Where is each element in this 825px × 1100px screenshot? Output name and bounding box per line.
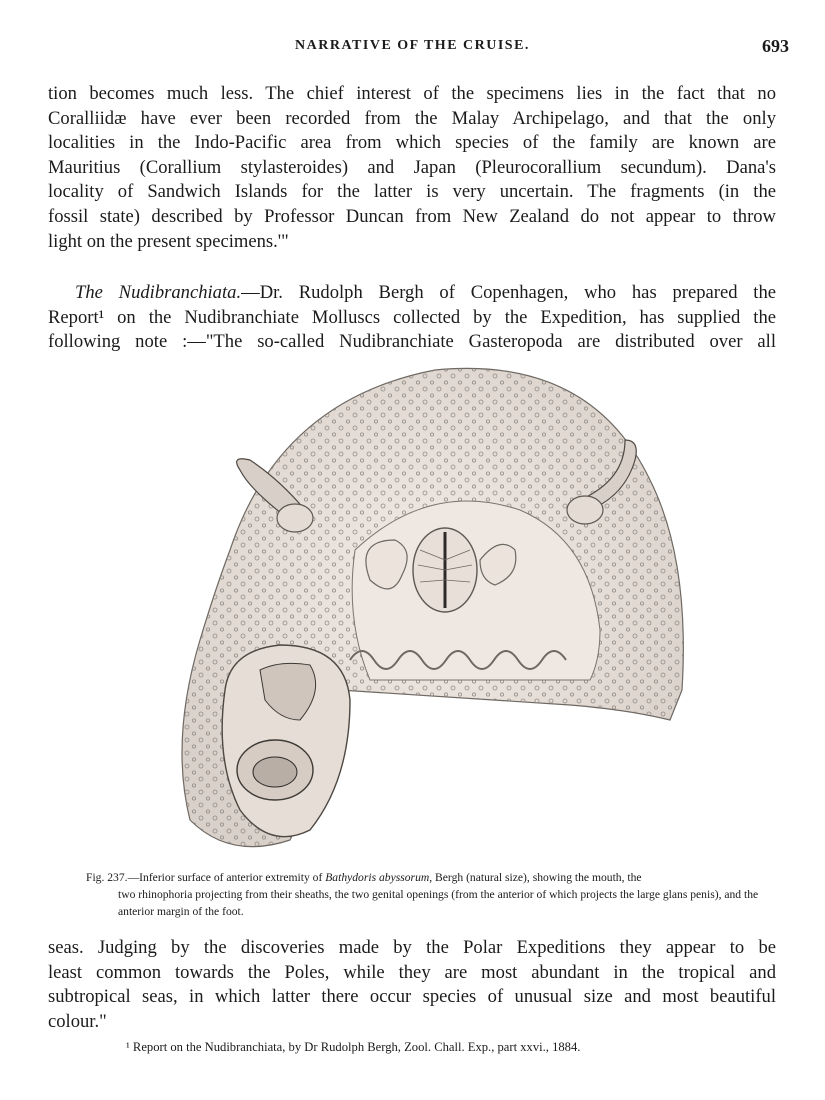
text-line: tion becomes much less. The chief interest of the specimens lies in the fact that no <box>48 83 776 104</box>
figure-caption <box>86 869 770 920</box>
caption-lead: —Inferior surface of anterior extremity of <box>127 871 326 884</box>
caption-species: Bathydoris abyssorum <box>325 871 430 884</box>
text-line: following note :—"The so-called Nudibranchiate Gasteropoda are distributed over all <box>48 331 776 353</box>
heading-continuation: —Dr. Rudolph Bergh of Copenhagen, who has prepared the <box>241 282 776 303</box>
text-line: fossil state) described by Professor Duncan from New Zealand do not appear to throw <box>48 205 776 227</box>
paragraph-coralliidae <box>48 82 776 254</box>
running-title: NARRATIVE OF THE CRUISE. <box>295 38 530 53</box>
page-number: 693 <box>762 36 789 56</box>
figure-bathydoris-illustration <box>170 360 700 860</box>
caption-after-species: , Bergh (natural size), showing the mouth, the <box>429 871 642 884</box>
caption-rest: two rhinophoria projecting from their sheaths, the two genital openings (from the anterior of which projects the large glans penis), and the anterior margin of the foot. <box>118 888 759 918</box>
rhinophore-sheath-right <box>567 496 603 524</box>
text-line: Mauritius (Corallium stylasteroides) and Japan (Pleurocorallium secundum). Dana's <box>48 156 776 178</box>
text-line: subtropical seas, in which latter there occur species of unusual size and most beautiful <box>48 986 776 1008</box>
text-line: Coralliidæ have ever been recorded from the Malay Archipelago, and that the only <box>48 107 776 129</box>
section-heading: The Nudibranchiata. <box>75 282 242 303</box>
text-line: localities in the Indo-Pacific area from which species of the family are known are <box>48 132 776 154</box>
paragraph-seas <box>48 936 776 1034</box>
footnote: ¹ Report on the Nudibranchiata, by Dr Rudolph Bergh, Zool. Chall. Exp., part xxvi., 1884. <box>126 1040 581 1054</box>
text-line: seas. Judging by the discoveries made by the Polar Expeditions they appear to be <box>48 937 776 958</box>
page-header <box>0 38 825 62</box>
caption-label: Fig. 237. <box>86 871 128 884</box>
text-line: colour." <box>48 1010 107 1032</box>
rhinophore-sheath-left <box>277 504 313 532</box>
paragraph-nudibranchiata <box>48 281 776 355</box>
text-line: locality of Sandwich Islands for the latter is very uncertain. The fragments (in the <box>48 181 776 203</box>
text-line: least common towards the Poles, while they are most abundant in the tropical and <box>48 961 776 983</box>
specimen-drawing <box>170 360 700 860</box>
text-line: Report¹ on the Nudibranchiate Molluscs collected by the Expedition, has supplied the <box>48 306 776 328</box>
text-line <box>48 281 776 306</box>
text-line: light on the present specimens.'" <box>48 230 289 252</box>
